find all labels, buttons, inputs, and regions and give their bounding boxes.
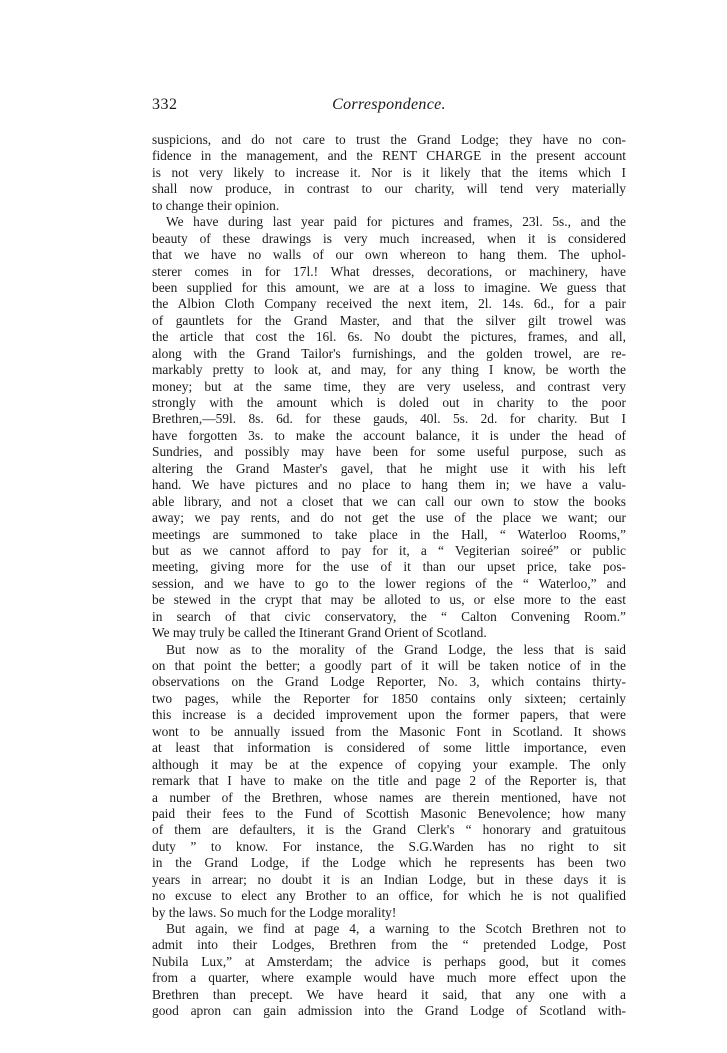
- text-line: We may truly be called the Itinerant Grand Orient of Scotland.: [152, 625, 487, 641]
- text-line: meeting, giving more for the use of it than our upset price, take pos-: [152, 559, 626, 575]
- text-line: strongly with the amount which is doled out in charity to the poor: [152, 395, 626, 410]
- text-line: good apron can gain admission into the Grand Lodge of Scotland with-: [152, 1003, 626, 1019]
- text-line: markably pretty to look at, and may, for any thing I know, be worth the: [152, 362, 626, 378]
- text-line: be stewed in the crypt that may be alloted to us, or else more to the east: [152, 592, 626, 608]
- text-line: a number of the Brethren, whose names are therein mentioned, have not: [152, 789, 626, 805]
- text-line: duty ” to know. For instance, the S.G.Warden has no right to sit: [152, 838, 626, 854]
- body-text: [152, 132, 626, 1020]
- text-line: at least that information is considered of some little importance, even: [152, 740, 626, 756]
- text-line: sterer comes in for 17l.! What dresses, decorations, or machinery, have: [152, 263, 626, 279]
- text-line: observations on the Grand Lodge Reporter, No. 3, which contains thirty-: [152, 674, 626, 690]
- text-line: But now as to the morality of the Grand Lodge, the less that is said: [166, 641, 626, 657]
- text-line: Brethren,—59l. 8s. 6d. for these gauds, 40l. 5s. 2d. for charity. But I: [152, 411, 626, 427]
- text-line: meetings are summoned to take place in the Hall, “ Waterloo Rooms,”: [152, 526, 626, 542]
- text-line: of them are defaulters, it is the Grand Clerk's “ honorary and gratuitous: [152, 822, 626, 838]
- text-line: been supplied for this amount, we are at a loss to imagine. We guess that: [152, 279, 626, 295]
- text-line: to change their opinion.: [152, 197, 280, 213]
- text-line: session, and we have to go to the lower regions of the “ Waterloo,” and: [152, 575, 626, 591]
- text-line: Sundries, and possibly may have been for some useful purpose, such as: [152, 444, 626, 460]
- page-header: [152, 96, 626, 118]
- text-line: on that point the better; a goodly part of it will be taken notice of in the: [152, 658, 626, 673]
- text-line: But again, we find at page 4, a warning to the Scotch Brethren not to: [166, 921, 626, 936]
- text-line: in search of that civic conservatory, the “ Calton Convening Room.”: [152, 608, 626, 624]
- text-line: is not very likely to increase it. Nor is it likely that the items which I: [152, 164, 626, 180]
- text-line: no excuse to elect any Brother to an office, for which he is not qualified: [152, 888, 626, 904]
- text-line: We have during last year paid for pictures and frames, 23l. 5s., and the: [166, 214, 626, 230]
- text-line: have forgotten 3s. to make the account balance, it is under the head of: [152, 427, 626, 443]
- text-line: paid their fees to the Fund of Scottish Masonic Benevolence; how many: [152, 805, 626, 821]
- text-line: in the Grand Lodge, if the Lodge which he represents has been two: [152, 855, 626, 871]
- text-line: beauty of these drawings is very much increased, when it is considered: [152, 230, 626, 246]
- running-head: Correspondence.: [332, 96, 446, 113]
- text-line: hand. We have pictures and no place to hang them in; we have a valu-: [152, 477, 626, 493]
- text-line: wont to be annually issued from the Masonic Font in Scotland. It shows: [152, 723, 626, 739]
- text-line: Nubila Lux,” at Amsterdam; the advice is perhaps good, but it comes: [152, 953, 626, 969]
- text-line: by the laws. So much for the Lodge morality!: [152, 904, 397, 920]
- text-line: admit into their Lodges, Brethren from the “ pretended Lodge, Post: [152, 937, 626, 953]
- text-line: the Albion Cloth Company received the next item, 2l. 14s. 6d., for a pair: [152, 296, 626, 312]
- page-number: 332: [152, 96, 178, 113]
- text-line: remark that I have to make on the title and page 2 of the Reporter is, that: [152, 773, 626, 789]
- text-line: shall now produce, in contrast to our charity, will tend very materially: [152, 181, 626, 197]
- text-line: but as we cannot afford to pay for it, a “ Vegiterian soireé” or public: [152, 542, 626, 558]
- text-line: along with the Grand Tailor's furnishings, and the golden trowel, are re-: [152, 345, 626, 361]
- text-line: the article that cost the 16l. 6s. No doubt the pictures, frames, and all,: [152, 329, 626, 345]
- text-line: that we have no walls of our own whereon to hang them. The uphol-: [152, 247, 626, 263]
- text-line: money; but at the same time, they are very useless, and contrast very: [152, 378, 626, 394]
- text-line: away; we pay rents, and do not get the use of the place we want; our: [152, 510, 626, 526]
- text-line: from a quarter, where example would have much more effect upon the: [152, 970, 626, 986]
- text-line: this increase is a decided improvement upon the former papers, that were: [152, 707, 626, 723]
- text-line: fidence in the management, and the RENT CHARGE in the present account: [152, 148, 626, 164]
- text-line: suspicions, and do not care to trust the Grand Lodge; they have no con-: [152, 132, 626, 147]
- text-line: of gauntlets for the Grand Master, and that the silver gilt trowel was: [152, 312, 626, 328]
- book-page: [152, 96, 626, 1020]
- text-line: able library, and not a closet that we can call our own to stow the books: [152, 493, 626, 509]
- text-line: two pages, while the Reporter for 1850 contains only sixteen; certainly: [152, 690, 626, 706]
- text-line: altering the Grand Master's gavel, that he might use it with his left: [152, 460, 626, 476]
- text-line: although it may be at the expence of copying your example. The only: [152, 756, 626, 772]
- text-line: years in arrear; no doubt it is an Indian Lodge, but in these days it is: [152, 871, 626, 887]
- text-line: Brethren than precept. We have heard it said, that any one with a: [152, 986, 626, 1002]
